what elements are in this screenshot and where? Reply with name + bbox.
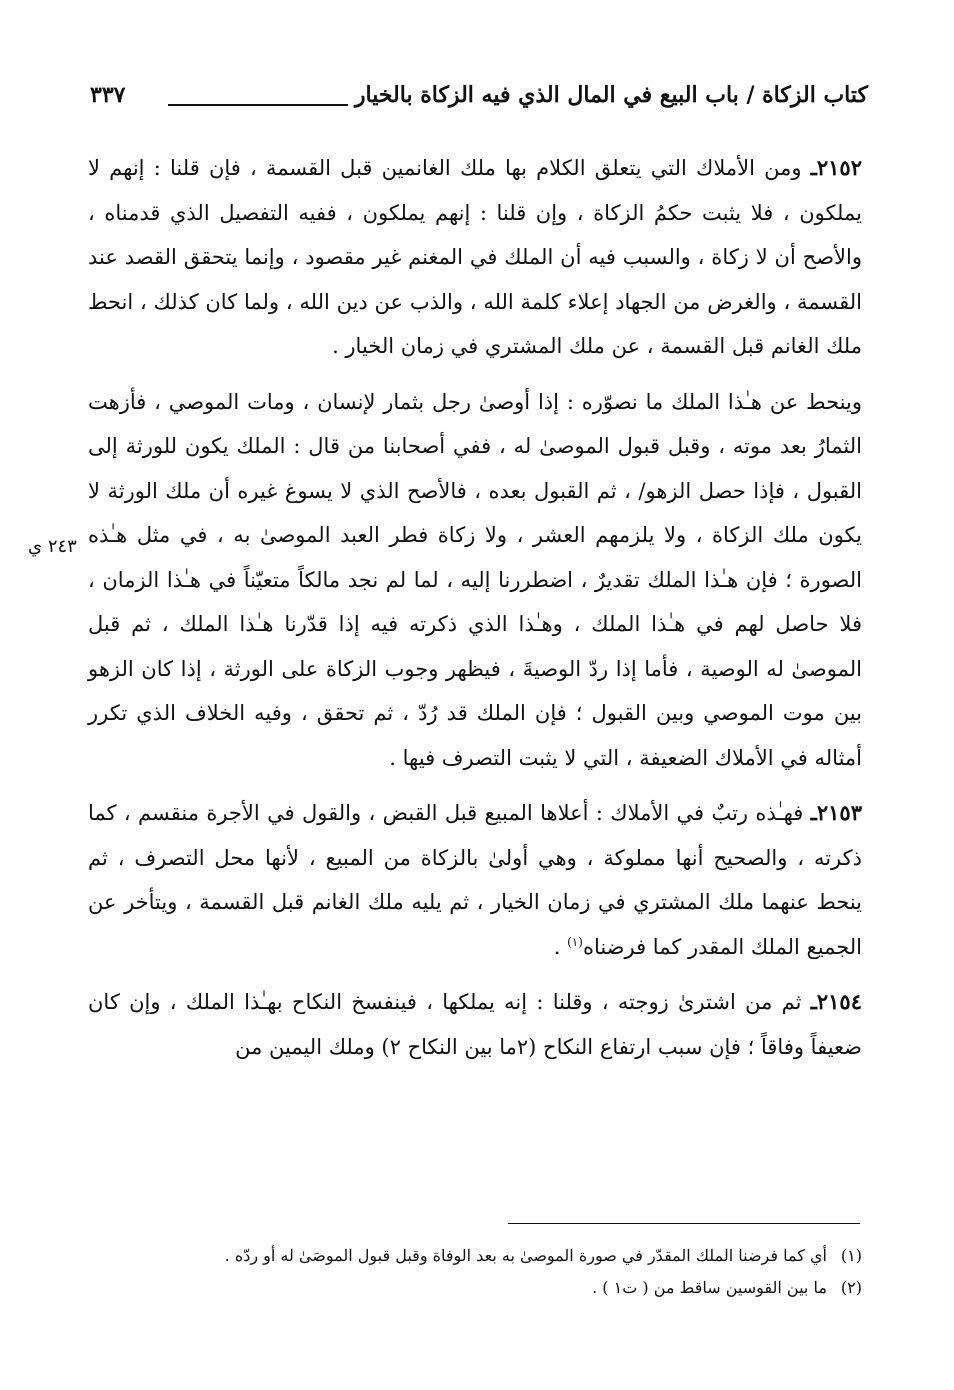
footnote-text: ما بين القوسين ساقط من ( ت١ ) . bbox=[592, 1278, 827, 1297]
footnote-number: (١) bbox=[840, 1246, 862, 1265]
paragraph-2152 bbox=[88, 146, 862, 369]
paragraph-2153 bbox=[88, 791, 862, 969]
paragraph-2154 bbox=[88, 980, 862, 1069]
running-header bbox=[90, 82, 868, 122]
paragraph-text: ثم من اشترىٰ زوجته ، وقلنا : إنه يملكها ، فينفسخ النكاح بهـٰذا الملك ، وإن كان ضعيفاً وفاقاً ؛ فإن سبب ارتفاع النكاح (٢ما بين النكاح ٢) وملك اليمين من bbox=[88, 990, 862, 1059]
footnote-item bbox=[88, 1240, 862, 1272]
paragraph-number: ٢١٥٤ـ bbox=[810, 989, 862, 1014]
footnotes bbox=[88, 1240, 862, 1304]
margin-folio-note: ٢٤٣ ي bbox=[28, 536, 77, 557]
paragraph-tail: . bbox=[553, 934, 568, 959]
header-title: كتاب الزكاة / باب البيع في المال الذي فيه الزكاة بالخيار bbox=[354, 82, 868, 108]
header-rule bbox=[168, 104, 348, 106]
footnote-reference: (١) bbox=[567, 934, 583, 949]
paragraph-continuation bbox=[88, 380, 862, 781]
paragraph-number: ٢١٥٢ـ bbox=[810, 155, 862, 180]
page-number: ٣٣٧ bbox=[90, 82, 126, 108]
paragraph-text: ومن الأملاك التي يتعلق الكلام بها ملك الغانمين قبل القسمة ، فإن قلنا : إنهم لا يملكون ، فلا يثبت حكمُ الزكاة ، وإن قلنا : إنهم يملكون ، ففيه التفصيل الذي قدمناه ، والأصح أن لا زكاة ، والسبب فيه أن الملك في المغنم غير مقصود ، وإنما يتحقق القصد عند القسمة ، والغرض من الجهاد إعلاء كلمة الله ، والذب عن دين الله ، ولما كان كذلك ، انحط ملك الغانم قبل القسمة ، عن ملك المشتري في زمان الخيار . bbox=[88, 156, 862, 358]
paragraph-text: فهـٰذه رتبٌ في الأملاك : أعلاها المبيع قبل القبض ، والقول في الأجرة منقسم ، كما ذكرته ، والصحيح أنها مملوكة ، وهي أولىٰ بالزكاة من المبيع ، لأنها محل التصرف ، ثم ينحط عنهما ملك المشتري في زمان الخيار ، ثم يليه ملك الغانم قبل القسمة ، ويتأخر عن الجميع الملك المقدر كما فرضناه bbox=[88, 801, 862, 959]
body-text bbox=[88, 146, 862, 1069]
paragraph-text: وينحط عن هـٰذا الملك ما نصوّره : إذا أوصىٰ رجل بثمار لإنسان ، ومات الموصي ، فأزهت الثمارُ بعد موته ، وقبل قبول الموصىٰ له ، ففي أصحابنا من قال : الملك يكون للورثة إلى القبول ، فإذا حصل الزهو/ ، ثم القبول بعده ، فالأصح الذي لا يسوغ غيره أن ملك الورثة لا يكون ملك الزكاة ، ولا يلزمهم العشر ، ولا زكاة فطر العبد الموصىٰ به ، في مثل هـٰذه الصورة ؛ فإن هـٰذا الملك تقديرٌ ، اضطررنا إليه ، لما لم نجد مالكاً متعيّناً في هـٰذا الزمان ، فلا حاصل لهم في هـٰذا الملك ، وهـٰذا الذي ذكرته فيه إذا قدّرنا هـٰذا الملك ، ثم قبل الموصىٰ له الوصية ، فأما إذا ردّ الوصيةَ ، فيظهر وجوب الزكاة على الورثة ، إذا كان الزهو بين موت الموصي وبين القبول ؛ فإن الملك قد رُدّ ، ثم تحقق ، وفيه الخلاف الذي تكرر أمثاله في الأملاك الضعيفة ، التي لا يثبت التصرف فيها . bbox=[88, 389, 862, 770]
footnote-number: (٢) bbox=[840, 1278, 862, 1297]
footnote-text: أي كما فرضنا الملك المقدّر في صورة الموصىٰ به بعد الوفاة وقبل قبول الموصَىٰ له أو ردّه . bbox=[224, 1246, 827, 1265]
footnote-item bbox=[88, 1272, 862, 1304]
footnote-separator bbox=[508, 1223, 860, 1224]
paragraph-number: ٢١٥٣ـ bbox=[810, 800, 862, 825]
